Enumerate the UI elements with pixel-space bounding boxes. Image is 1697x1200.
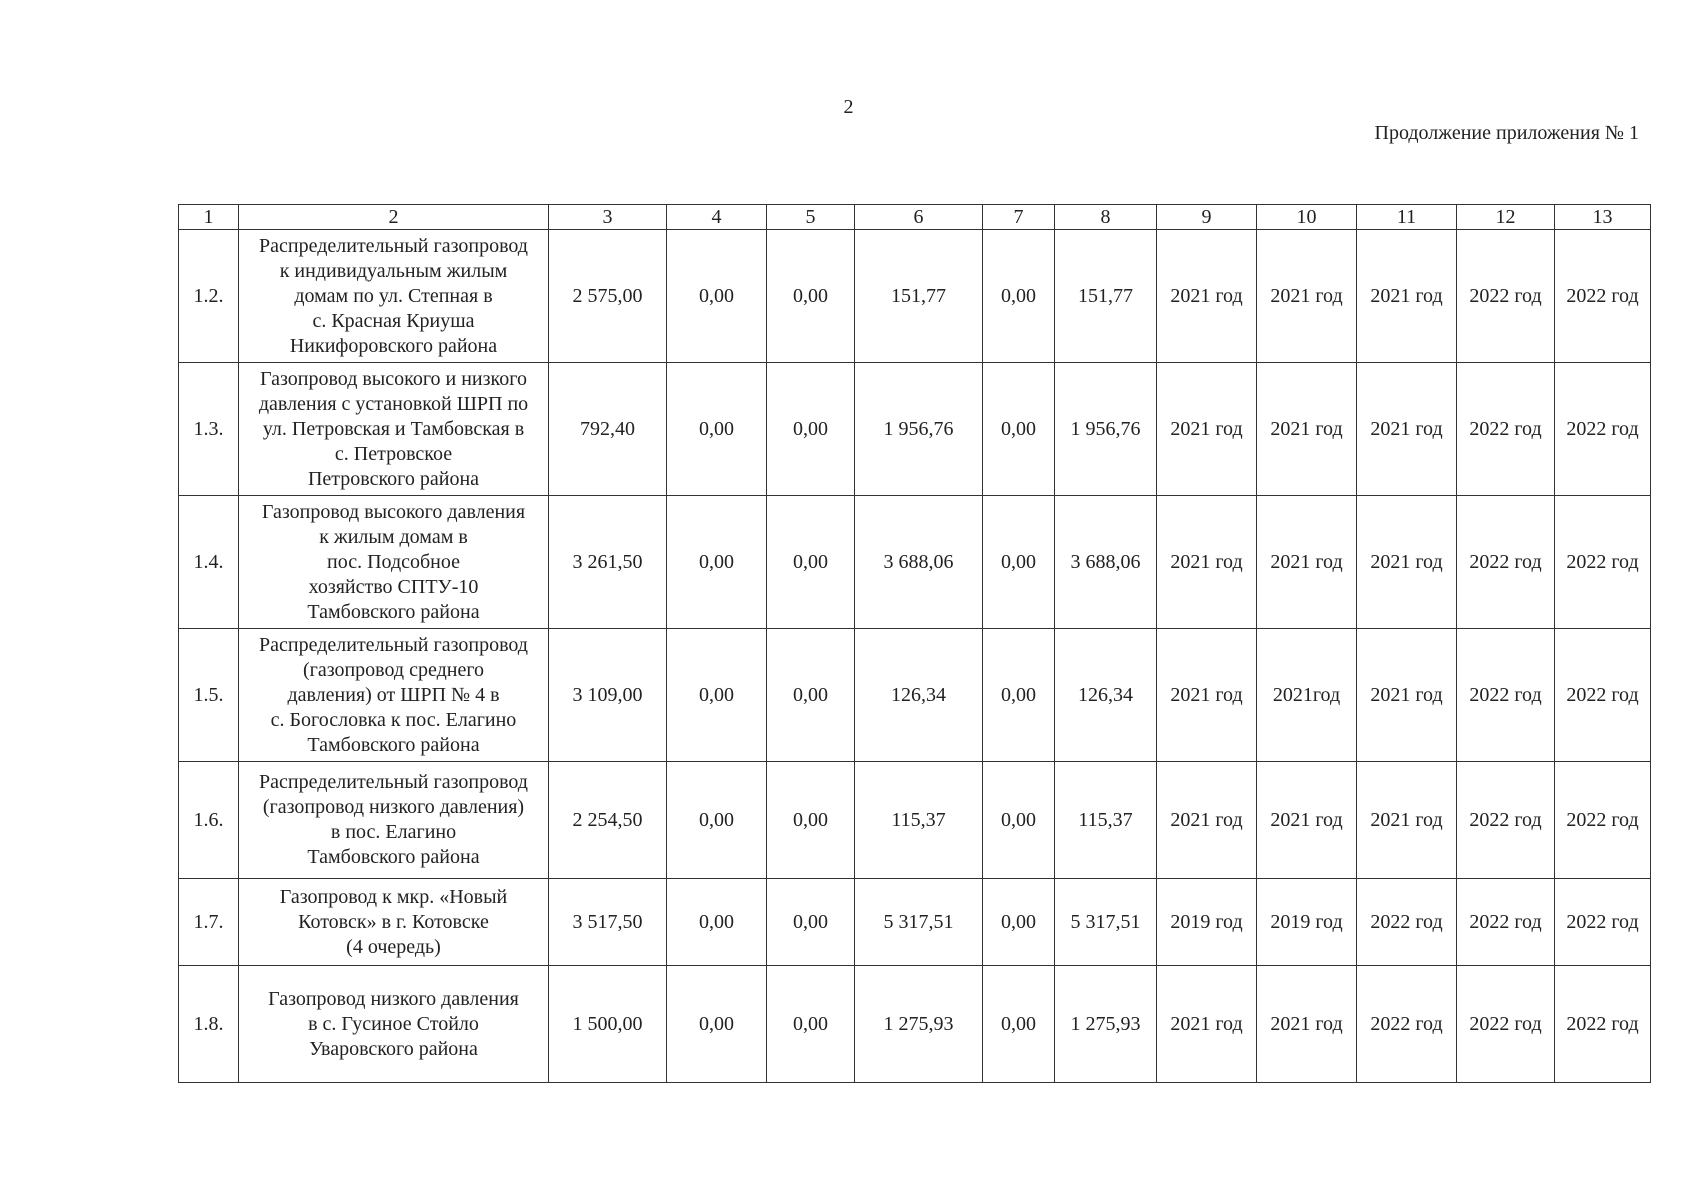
cell-value: 126,34 — [855, 629, 983, 762]
cell-value: 0,00 — [767, 762, 855, 879]
cell-year: 2021 год — [1157, 496, 1257, 629]
cell-year: 2022 год — [1457, 629, 1555, 762]
cell-year: 2021 год — [1157, 629, 1257, 762]
cell-value: 1 275,93 — [1055, 966, 1157, 1083]
cell-value: 0,00 — [983, 762, 1055, 879]
cell-year: 2022 год — [1457, 879, 1555, 966]
cell-value: 5 317,51 — [1055, 879, 1157, 966]
row-number: 1.3. — [179, 363, 239, 496]
cell-year: 2022 год — [1555, 762, 1651, 879]
cell-value: 0,00 — [667, 363, 767, 496]
cell-value: 0,00 — [667, 879, 767, 966]
table-row — [179, 363, 1651, 496]
cell-year: 2021 год — [1157, 230, 1257, 363]
cell-value: 1 956,76 — [1055, 363, 1157, 496]
object-name: Распределительный газопровод к индивидуальным жилым домам по ул. Степная в с. Красная Криуша Никифоровского района — [239, 230, 549, 363]
cell-year: 2021 год — [1257, 363, 1357, 496]
column-number-header: 6 — [855, 205, 983, 230]
column-number-header: 10 — [1257, 205, 1357, 230]
object-name: Газопровод высокого давления к жилым домам в пос. Подсобное хозяйство СПТУ-10 Тамбовского района — [239, 496, 549, 629]
object-name: Распределительный газопровод (газопровод среднего давления) от ШРП № 4 в с. Богословка к пос. Елагино Тамбовского района — [239, 629, 549, 762]
table-row — [179, 879, 1651, 966]
cell-year: 2022 год — [1457, 762, 1555, 879]
cell-year: 2021 год — [1357, 629, 1457, 762]
cell-year: 2022 год — [1555, 966, 1651, 1083]
row-number: 1.8. — [179, 966, 239, 1083]
cell-value: 0,00 — [983, 879, 1055, 966]
column-number-header: 12 — [1457, 205, 1555, 230]
cell-value: 0,00 — [767, 966, 855, 1083]
cell-value: 115,37 — [855, 762, 983, 879]
cell-value: 151,77 — [855, 230, 983, 363]
cell-value: 0,00 — [667, 629, 767, 762]
table-header-row — [179, 205, 1651, 230]
cell-year: 2019 год — [1257, 879, 1357, 966]
table-row — [179, 230, 1651, 363]
cell-value: 5 317,51 — [855, 879, 983, 966]
cell-value: 3 109,00 — [549, 629, 667, 762]
object-name: Газопровод низкого давления в с. Гусиное Стойло Уваровского района — [239, 966, 549, 1083]
column-number-header: 8 — [1055, 205, 1157, 230]
cell-value: 2 254,50 — [549, 762, 667, 879]
column-number-header: 2 — [239, 205, 549, 230]
cell-value: 0,00 — [667, 762, 767, 879]
cell-year: 2021 год — [1257, 496, 1357, 629]
cell-value: 1 275,93 — [855, 966, 983, 1083]
cell-year: 2021 год — [1357, 230, 1457, 363]
cell-year: 2022 год — [1457, 363, 1555, 496]
column-number-header: 5 — [767, 205, 855, 230]
cell-year: 2022 год — [1555, 230, 1651, 363]
cell-year: 2021 год — [1157, 966, 1257, 1083]
cell-year: 2022 год — [1555, 496, 1651, 629]
cell-year: 2021 год — [1157, 762, 1257, 879]
cell-year: 2022 год — [1555, 879, 1651, 966]
cell-value: 0,00 — [983, 629, 1055, 762]
object-name: Газопровод к мкр. «Новый Котовск» в г. Котовске (4 очередь) — [239, 879, 549, 966]
cell-value: 0,00 — [983, 966, 1055, 1083]
cell-value: 3 261,50 — [549, 496, 667, 629]
row-number: 1.4. — [179, 496, 239, 629]
row-number: 1.2. — [179, 230, 239, 363]
table-row — [179, 966, 1651, 1083]
cell-value: 0,00 — [767, 879, 855, 966]
cell-value: 3 517,50 — [549, 879, 667, 966]
cell-year: 2019 год — [1157, 879, 1257, 966]
cell-value: 0,00 — [983, 496, 1055, 629]
cell-year: 2022 год — [1457, 966, 1555, 1083]
cell-year: 2021 год — [1357, 762, 1457, 879]
cell-value: 0,00 — [767, 363, 855, 496]
cell-year: 2022 год — [1555, 629, 1651, 762]
object-name: Распределительный газопровод (газопровод низкого давления) в пос. Елагино Тамбовского района — [239, 762, 549, 879]
row-number: 1.5. — [179, 629, 239, 762]
cell-value: 0,00 — [983, 230, 1055, 363]
object-name: Газопровод высокого и низкого давления с установкой ШРП по ул. Петровская и Тамбовская в с. Петровское Петровского района — [239, 363, 549, 496]
cell-value: 115,37 — [1055, 762, 1157, 879]
cell-value: 0,00 — [983, 363, 1055, 496]
page-number: 2 — [843, 96, 854, 118]
column-number-header: 9 — [1157, 205, 1257, 230]
cell-year: 2021год — [1257, 629, 1357, 762]
table-row — [179, 762, 1651, 879]
appendix-continuation-label: Продолжение приложения № 1 — [1374, 122, 1639, 144]
cell-value: 3 688,06 — [855, 496, 983, 629]
cell-value: 0,00 — [667, 966, 767, 1083]
cell-year: 2021 год — [1257, 230, 1357, 363]
column-number-header: 7 — [983, 205, 1055, 230]
column-number-header: 3 — [549, 205, 667, 230]
cell-value: 1 956,76 — [855, 363, 983, 496]
gas-pipeline-table — [178, 204, 1651, 1083]
cell-year: 2021 год — [1357, 496, 1457, 629]
row-number: 1.6. — [179, 762, 239, 879]
column-number-header: 13 — [1555, 205, 1651, 230]
cell-year: 2022 год — [1357, 966, 1457, 1083]
cell-year: 2021 год — [1257, 966, 1357, 1083]
column-number-header: 1 — [179, 205, 239, 230]
cell-year: 2021 год — [1157, 363, 1257, 496]
table-row — [179, 629, 1651, 762]
cell-value: 151,77 — [1055, 230, 1157, 363]
cell-year: 2022 год — [1555, 363, 1651, 496]
cell-year: 2022 год — [1457, 230, 1555, 363]
column-number-header: 4 — [667, 205, 767, 230]
cell-value: 0,00 — [667, 496, 767, 629]
cell-value: 126,34 — [1055, 629, 1157, 762]
cell-value: 0,00 — [767, 230, 855, 363]
cell-value: 0,00 — [667, 230, 767, 363]
cell-year: 2021 год — [1357, 363, 1457, 496]
cell-year: 2022 год — [1357, 879, 1457, 966]
table-row — [179, 496, 1651, 629]
cell-value: 2 575,00 — [549, 230, 667, 363]
cell-value: 0,00 — [767, 629, 855, 762]
cell-value: 0,00 — [767, 496, 855, 629]
cell-value: 792,40 — [549, 363, 667, 496]
cell-value: 3 688,06 — [1055, 496, 1157, 629]
column-number-header: 11 — [1357, 205, 1457, 230]
cell-year: 2022 год — [1457, 496, 1555, 629]
row-number: 1.7. — [179, 879, 239, 966]
cell-year: 2021 год — [1257, 762, 1357, 879]
cell-value: 1 500,00 — [549, 966, 667, 1083]
